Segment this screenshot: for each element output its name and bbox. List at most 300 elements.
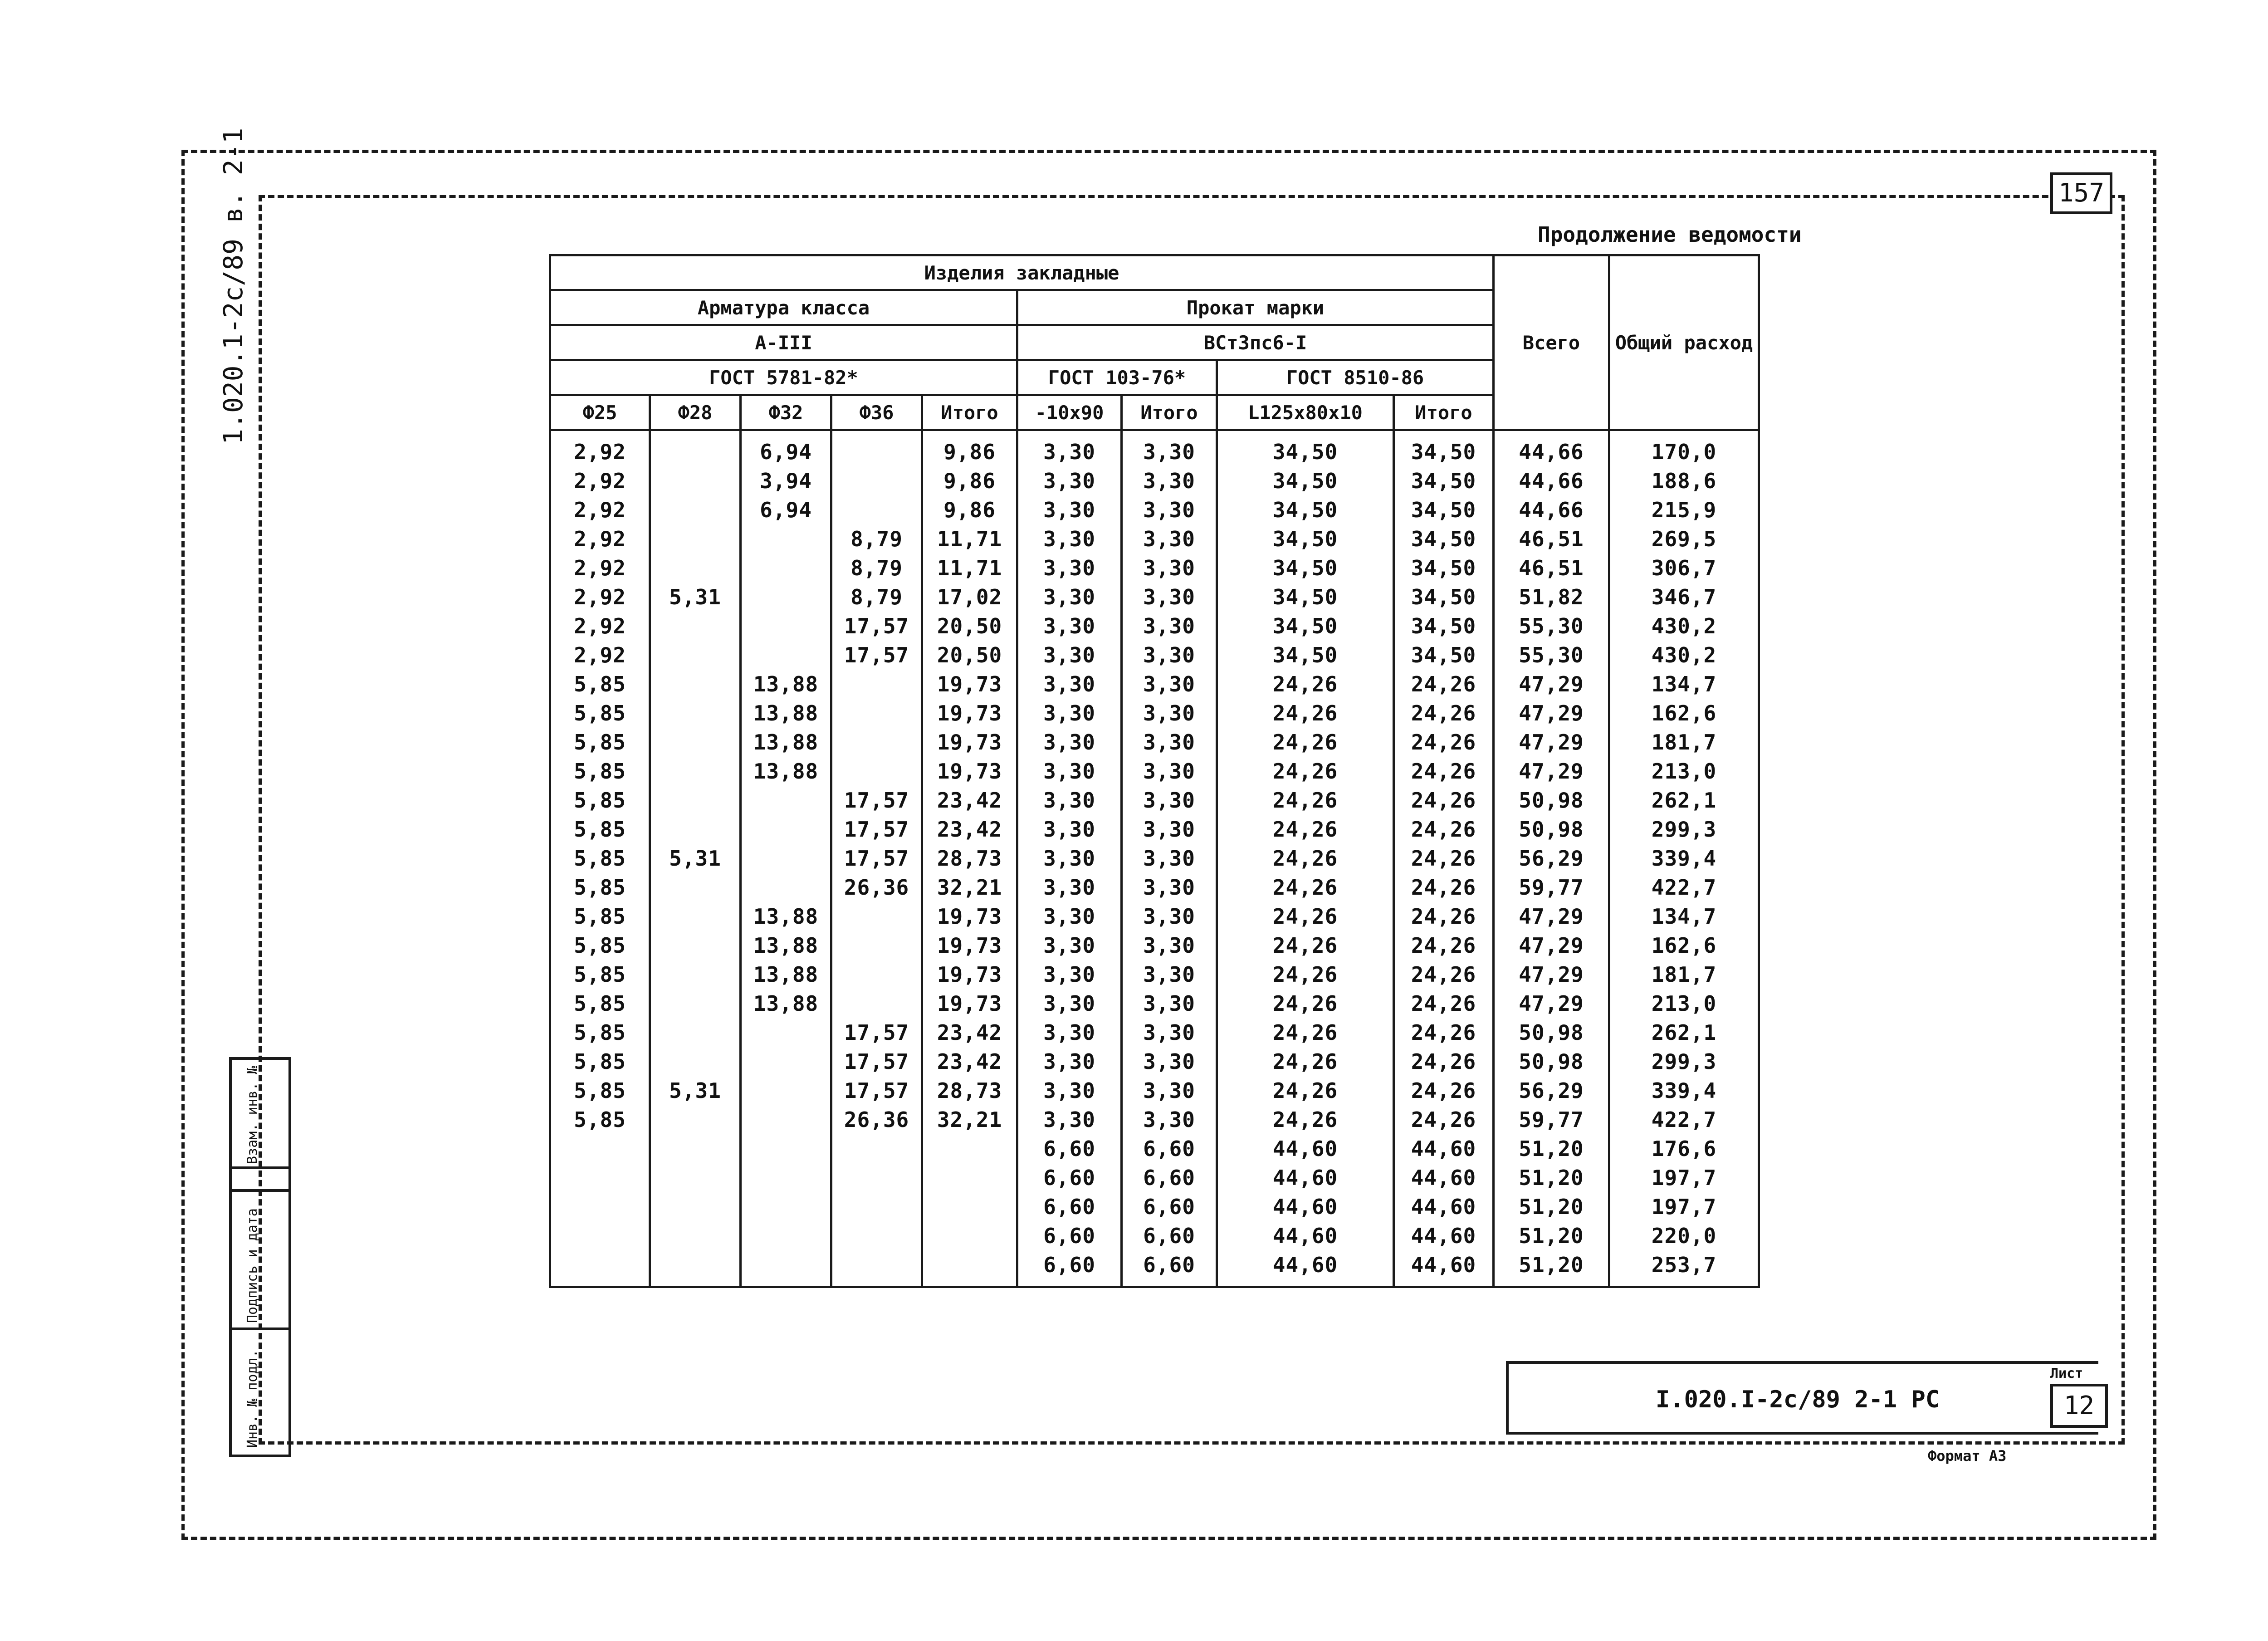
table-cell: 3,30 [1017,670,1122,699]
table-cell: 23,42 [922,815,1017,844]
table-row [550,670,1759,699]
table-cell: 47,29 [1494,931,1609,960]
table-cell [550,1221,650,1250]
table-row [550,1250,1759,1287]
table-cell: 24,26 [1217,699,1394,728]
table-row [550,989,1759,1018]
table-cell: 3,30 [1017,728,1122,757]
column-header: Ф36 [831,395,922,430]
header-overall: Общий расход [1609,255,1759,430]
table-cell: 3,30 [1017,815,1122,844]
table-cell: 262,1 [1609,786,1759,815]
table-row [550,1134,1759,1163]
table-cell: 24,26 [1217,1047,1394,1076]
table-cell [650,815,741,844]
table-cell [831,1192,922,1221]
table-cell: 17,57 [831,612,922,641]
table-cell: 44,60 [1394,1134,1494,1163]
table-cell: 197,7 [1609,1163,1759,1192]
table-cell [650,728,741,757]
table-cell: 3,30 [1122,495,1217,524]
table-cell: 19,73 [922,960,1017,989]
table-cell: 3,30 [1017,612,1122,641]
table-row [550,728,1759,757]
table-cell: 13,88 [741,757,831,786]
table-cell: 13,88 [741,960,831,989]
table-row [550,524,1759,554]
table-cell [831,699,922,728]
table-cell: 47,29 [1494,960,1609,989]
table-cell: 24,26 [1217,728,1394,757]
table-cell: 24,26 [1217,844,1394,873]
table-row [550,430,1759,467]
table-cell: 213,0 [1609,989,1759,1018]
table-cell: 13,88 [741,728,831,757]
table-cell: 5,85 [550,873,650,902]
table-cell: 3,30 [1017,1047,1122,1076]
table-cell: 24,26 [1217,873,1394,902]
table-cell: 6,60 [1122,1192,1217,1221]
table-cell: 34,50 [1394,554,1494,583]
table-cell: 24,26 [1394,757,1494,786]
table-cell: 9,86 [922,495,1017,524]
table-cell: 24,26 [1217,989,1394,1018]
table-row [550,931,1759,960]
table-cell: 3,94 [741,466,831,495]
table-cell: 3,30 [1122,466,1217,495]
table-cell: 47,29 [1494,902,1609,931]
table-cell: 3,30 [1122,612,1217,641]
table-cell: 34,50 [1394,466,1494,495]
table-cell: 55,30 [1494,612,1609,641]
table-cell: 50,98 [1494,786,1609,815]
column-header: Итого [1394,395,1494,430]
table-cell: 299,3 [1609,1047,1759,1076]
table-cell: 44,66 [1494,430,1609,467]
table-cell: 50,98 [1494,1047,1609,1076]
table-row [550,554,1759,583]
table-cell: 47,29 [1494,757,1609,786]
table-cell: 3,30 [1017,902,1122,931]
table-row [550,1018,1759,1047]
format-label: Формат А3 [1928,1447,2007,1465]
column-header: -10х90 [1017,395,1122,430]
table-cell: 134,7 [1609,902,1759,931]
table-row [550,757,1759,786]
table-body [550,430,1759,1287]
table-row [550,495,1759,524]
table-cell [831,1221,922,1250]
table-cell: 6,60 [1017,1250,1122,1287]
table-cell: 28,73 [922,1076,1017,1105]
table-cell [650,430,741,467]
table-cell: 5,31 [650,1076,741,1105]
table-cell: 5,85 [550,960,650,989]
table-cell: 2,92 [550,641,650,670]
table-cell: 339,4 [1609,1076,1759,1105]
table-cell: 5,85 [550,728,650,757]
table-cell: 44,60 [1394,1221,1494,1250]
table-cell: 3,30 [1017,524,1122,554]
table-row [550,786,1759,815]
table-cell: 3,30 [1017,931,1122,960]
table-cell: 8,79 [831,524,922,554]
table-cell: 19,73 [922,699,1017,728]
table-cell: 19,73 [922,902,1017,931]
table-cell: 24,26 [1217,1076,1394,1105]
table-cell: 34,50 [1217,554,1394,583]
table-cell: 3,30 [1122,1076,1217,1105]
table-cell: 3,30 [1017,989,1122,1018]
table-cell: 51,20 [1494,1250,1609,1287]
table-cell: 2,92 [550,430,650,467]
table-cell: 6,60 [1017,1221,1122,1250]
table-cell: 17,57 [831,815,922,844]
table-cell [650,786,741,815]
table-cell: 3,30 [1017,844,1122,873]
sheet-number: 12 [2050,1384,2108,1428]
table-cell [550,1163,650,1192]
table-cell: 34,50 [1394,430,1494,467]
header-total: Всего [1494,255,1609,430]
table-cell: 3,30 [1122,931,1217,960]
table-cell [650,757,741,786]
table-cell [650,1250,741,1287]
table-cell: 430,2 [1609,612,1759,641]
table-row [550,583,1759,612]
table-cell: 339,4 [1609,844,1759,873]
table-cell: 13,88 [741,670,831,699]
table-cell: 5,85 [550,1018,650,1047]
table-cell: 46,51 [1494,554,1609,583]
table-cell: 55,30 [1494,641,1609,670]
table-cell: 34,50 [1217,641,1394,670]
table-cell: 24,26 [1217,1105,1394,1134]
column-header: Ф25 [550,395,650,430]
table-cell [831,1134,922,1163]
table-cell: 51,20 [1494,1134,1609,1163]
header-armature: Арматура класса [550,290,1017,325]
table-cell [922,1250,1017,1287]
table-cell: 59,77 [1494,1105,1609,1134]
table-cell [741,524,831,554]
table-cell: 47,29 [1494,728,1609,757]
table-cell: 24,26 [1217,1018,1394,1047]
table-cell: 50,98 [1494,1018,1609,1047]
table-cell: 34,50 [1394,641,1494,670]
table-cell: 306,7 [1609,554,1759,583]
table-cell: 11,71 [922,554,1017,583]
table-cell: 28,73 [922,844,1017,873]
table-cell [650,699,741,728]
header-gost-strip: ГОСТ 103-76* [1017,360,1217,395]
schedule-table [549,254,1760,1288]
table-cell [741,1221,831,1250]
table-cell: 2,92 [550,612,650,641]
table-cell: 3,30 [1122,815,1217,844]
table-cell: 3,30 [1017,873,1122,902]
table-cell: 253,7 [1609,1250,1759,1287]
table-cell: 24,26 [1394,728,1494,757]
table-cell: 5,31 [650,844,741,873]
header-armature-gost: ГОСТ 5781-82* [550,360,1017,395]
table-cell: 3,30 [1122,641,1217,670]
table-cell: 3,30 [1122,786,1217,815]
table-cell: 47,29 [1494,699,1609,728]
table-row [550,466,1759,495]
table-cell [650,670,741,699]
table-cell: 3,30 [1122,989,1217,1018]
table-cell [741,1018,831,1047]
table-row [550,1163,1759,1192]
table-cell: 24,26 [1217,902,1394,931]
table-cell: 24,26 [1394,1105,1494,1134]
table-cell: 5,85 [550,844,650,873]
table-cell: 13,88 [741,902,831,931]
table-cell: 44,60 [1217,1250,1394,1287]
table-cell: 20,50 [922,612,1017,641]
table-cell: 2,92 [550,554,650,583]
table-row [550,1076,1759,1105]
table-cell: 44,60 [1394,1192,1494,1221]
table-cell: 47,29 [1494,989,1609,1018]
table-cell: 13,88 [741,989,831,1018]
table-cell: 32,21 [922,1105,1017,1134]
table-cell: 220,0 [1609,1221,1759,1250]
table-cell [650,466,741,495]
table-row [550,1192,1759,1221]
table-cell [741,612,831,641]
table-cell [650,1047,741,1076]
table-cell: 5,85 [550,1047,650,1076]
table-cell: 17,57 [831,844,922,873]
table-cell: 197,7 [1609,1192,1759,1221]
table-cell: 262,1 [1609,1018,1759,1047]
table-cell [831,670,922,699]
table-cell: 215,9 [1609,495,1759,524]
table-cell [650,960,741,989]
table-cell [650,931,741,960]
document-designation: I.020.I-2с/89 2-1 РС [1656,1386,1940,1413]
table-cell: 19,73 [922,670,1017,699]
table-cell: 9,86 [922,466,1017,495]
table-cell: 24,26 [1394,902,1494,931]
table-cell [650,1105,741,1134]
table-cell: 24,26 [1217,815,1394,844]
table-cell: 23,42 [922,1018,1017,1047]
table-cell [650,524,741,554]
table-cell [741,583,831,612]
table-cell: 6,60 [1017,1163,1122,1192]
table-cell [741,1250,831,1287]
table-cell: 134,7 [1609,670,1759,699]
table-cell: 2,92 [550,466,650,495]
header-gost-angle: ГОСТ 8510-86 [1217,360,1494,395]
table-cell: 3,30 [1122,844,1217,873]
table-cell: 3,30 [1122,670,1217,699]
table-cell: 24,26 [1394,960,1494,989]
column-header: Итого [922,395,1017,430]
table-cell: 59,77 [1494,873,1609,902]
table-cell: 44,66 [1494,466,1609,495]
table-cell: 24,26 [1217,960,1394,989]
table-row [550,844,1759,873]
table-row [550,1221,1759,1250]
table-cell: 19,73 [922,728,1017,757]
table-cell [650,1221,741,1250]
table-cell: 44,60 [1217,1221,1394,1250]
table-cell: 9,86 [922,430,1017,467]
table-cell: 176,6 [1609,1134,1759,1163]
table-cell: 5,85 [550,902,650,931]
table-cell: 3,30 [1122,1018,1217,1047]
table-row [550,960,1759,989]
table-cell: 5,85 [550,1105,650,1134]
table-cell [650,989,741,1018]
table-cell [650,641,741,670]
table-cell: 17,57 [831,1047,922,1076]
table-cell: 24,26 [1394,1018,1494,1047]
table-cell: 3,30 [1017,1105,1122,1134]
table-row [550,815,1759,844]
table-cell: 6,60 [1017,1134,1122,1163]
table-cell [650,1018,741,1047]
table-cell: 3,30 [1122,1105,1217,1134]
table-cell: 44,60 [1394,1163,1494,1192]
table-cell: 5,85 [550,931,650,960]
table-cell: 26,36 [831,873,922,902]
table-row [550,699,1759,728]
table-cell [741,873,831,902]
table-cell: 3,30 [1017,960,1122,989]
table-cell: 34,50 [1394,583,1494,612]
table-cell: 51,20 [1494,1221,1609,1250]
table-cell [741,1192,831,1221]
table-cell: 24,26 [1217,931,1394,960]
table-cell: 3,30 [1017,430,1122,467]
header-armature-class: А-III [550,325,1017,360]
table-caption: Продолжение ведомости [1538,222,1802,247]
table-cell: 17,02 [922,583,1017,612]
table-cell: 26,36 [831,1105,922,1134]
table-cell [741,1047,831,1076]
sheet-label: Лист [2050,1366,2083,1381]
table-cell [741,641,831,670]
table-cell: 24,26 [1217,786,1394,815]
table-cell [650,495,741,524]
table-cell [650,1134,741,1163]
table-cell: 34,50 [1394,495,1494,524]
table-cell: 34,50 [1217,466,1394,495]
stamp-label-replacement: Взам. инв. № [244,1066,260,1164]
table-cell: 5,85 [550,699,650,728]
table-cell: 34,50 [1217,583,1394,612]
table-cell: 3,30 [1017,1076,1122,1105]
table-cell: 3,30 [1122,1047,1217,1076]
table-cell: 269,5 [1609,524,1759,554]
table-cell: 44,66 [1494,495,1609,524]
table-cell: 430,2 [1609,641,1759,670]
table-cell [831,430,922,467]
table-cell: 213,0 [1609,757,1759,786]
table-cell: 51,20 [1494,1163,1609,1192]
table-cell [831,931,922,960]
table-cell: 3,30 [1017,757,1122,786]
table-cell: 44,60 [1217,1163,1394,1192]
table-cell: 50,98 [1494,815,1609,844]
table-cell [831,728,922,757]
table-cell: 19,73 [922,931,1017,960]
table-cell: 2,92 [550,583,650,612]
table-cell: 47,29 [1494,670,1609,699]
table-cell: 188,6 [1609,466,1759,495]
table-cell: 3,30 [1122,583,1217,612]
approval-stamp [229,1057,291,1457]
table-cell [831,466,922,495]
table-cell [741,786,831,815]
table-cell [831,757,922,786]
column-header: L125х80х10 [1217,395,1394,430]
table-cell: 3,30 [1122,873,1217,902]
table-cell [922,1134,1017,1163]
table-cell: 51,20 [1494,1192,1609,1221]
table-cell: 34,50 [1394,524,1494,554]
header-steel-grade: ВСт3пс6-I [1017,325,1494,360]
header-group: Изделия закладные [550,255,1494,290]
table-cell: 3,30 [1017,641,1122,670]
table-cell: 5,85 [550,757,650,786]
column-header: Ф28 [650,395,741,430]
side-document-code: 1.020.1-2с/89 в. 2-1 [218,127,249,445]
table-cell: 3,30 [1122,960,1217,989]
table-cell: 19,73 [922,989,1017,1018]
table-cell: 17,57 [831,1076,922,1105]
table-cell: 44,60 [1217,1134,1394,1163]
table-cell: 5,85 [550,786,650,815]
table-cell: 5,85 [550,815,650,844]
table-cell: 5,85 [550,989,650,1018]
table-cell [650,873,741,902]
column-header: Ф32 [741,395,831,430]
table-cell [650,554,741,583]
table-row [550,641,1759,670]
table-cell: 24,26 [1394,1076,1494,1105]
table-cell: 3,30 [1122,524,1217,554]
table-row [550,612,1759,641]
table-cell: 3,30 [1017,466,1122,495]
table-cell: 3,30 [1122,554,1217,583]
table-cell: 6,94 [741,495,831,524]
table-cell [741,844,831,873]
table-cell [741,1105,831,1134]
table-cell [741,1076,831,1105]
table-cell [650,612,741,641]
table-row [550,1047,1759,1076]
header-steel: Прокат марки [1017,290,1494,325]
table-cell: 3,30 [1017,554,1122,583]
table-cell: 17,57 [831,786,922,815]
table-cell: 24,26 [1394,931,1494,960]
table-cell: 162,6 [1609,931,1759,960]
table-cell: 13,88 [741,931,831,960]
table-cell: 170,0 [1609,430,1759,467]
table-cell [650,1192,741,1221]
table-cell [831,960,922,989]
table-cell: 34,50 [1217,524,1394,554]
table-cell: 24,26 [1394,670,1494,699]
table-cell: 8,79 [831,554,922,583]
table-cell: 51,82 [1494,583,1609,612]
